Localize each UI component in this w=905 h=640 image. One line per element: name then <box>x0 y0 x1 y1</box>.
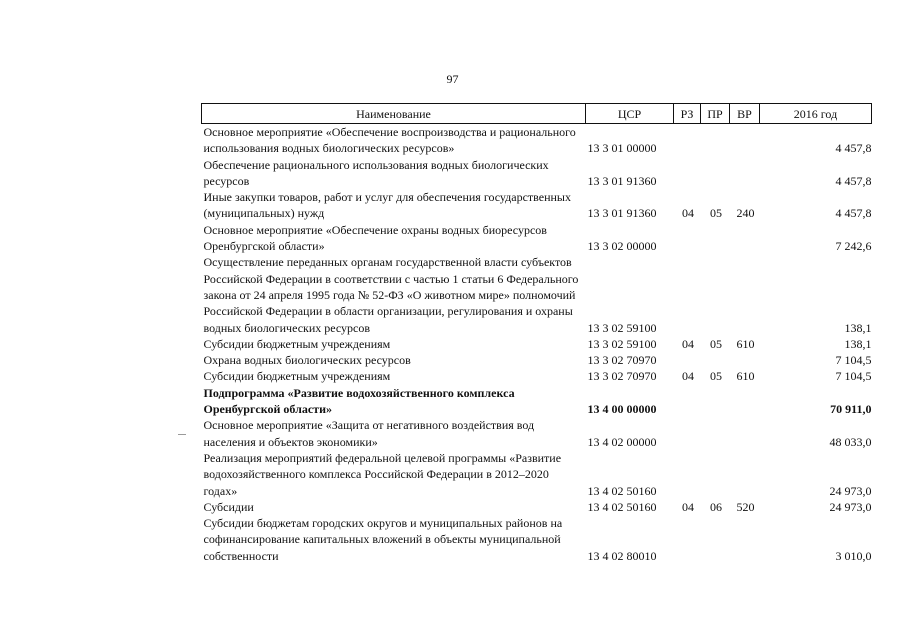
cell-pr <box>701 124 730 157</box>
cell-amount: 7 104,5 <box>835 353 872 368</box>
table-row <box>202 157 872 190</box>
cell-pr <box>701 157 730 190</box>
cell-csr: 13 3 01 91360 <box>587 206 657 221</box>
cell-rz: 04 <box>682 369 694 384</box>
cell-vr <box>730 222 760 255</box>
cell-name: Субсидии бюджетам городских округов и муниципальных районов на софинансирование капитальных вложений в объекты муниципальной собственности <box>203 516 563 563</box>
table-row <box>202 385 872 418</box>
table-row <box>202 368 872 384</box>
cell-name: Охрана водных биологических ресурсов <box>203 353 411 368</box>
header-rz: РЗ <box>674 104 701 124</box>
table-row <box>202 417 872 450</box>
budget-table <box>201 103 872 564</box>
table-row <box>202 222 872 255</box>
cell-csr: 13 4 02 80010 <box>587 548 657 563</box>
cell-csr: 13 3 02 70970 <box>587 353 657 368</box>
cell-rz <box>674 254 701 335</box>
cell-vr <box>730 254 760 335</box>
cell-rz: 04 <box>682 499 694 514</box>
cell-csr: 13 4 02 00000 <box>587 434 657 449</box>
cell-amount: 48 033,0 <box>829 434 872 449</box>
cell-vr <box>730 450 760 499</box>
cell-csr: 13 4 00 00000 <box>587 402 657 417</box>
cell-vr: 610 <box>736 369 755 384</box>
cell-vr <box>730 515 760 564</box>
table-row <box>202 124 872 157</box>
cell-vr: 240 <box>736 206 755 221</box>
cell-pr <box>701 352 730 368</box>
cell-name: Основное мероприятие «Защита от негативного воздействия вод населения и объектов экономики» <box>203 418 535 449</box>
cell-name: Основное мероприятие «Обеспечение охраны водных биоресурсов Оренбургской области» <box>203 222 547 254</box>
cell-name: Обеспечение рационального использования водных биологических ресурсов <box>203 157 549 188</box>
cell-pr: 05 <box>710 336 722 351</box>
page-number: 97 <box>446 72 459 86</box>
cell-rz <box>674 385 701 418</box>
cell-rz <box>674 450 701 499</box>
cell-rz <box>674 352 701 368</box>
table-row <box>202 254 872 335</box>
cell-csr: 13 3 02 59100 <box>587 336 657 351</box>
cell-pr <box>701 385 730 418</box>
cell-rz <box>674 157 701 190</box>
cell-pr <box>701 450 730 499</box>
table-row <box>202 450 872 499</box>
cell-pr <box>701 417 730 450</box>
table-row <box>202 499 872 515</box>
cell-rz: 04 <box>682 336 694 351</box>
cell-vr <box>730 352 760 368</box>
table-row <box>202 189 872 222</box>
cell-pr <box>701 222 730 255</box>
cell-amount: 4 457,8 <box>835 173 872 188</box>
cell-amount: 24 973,0 <box>829 483 872 498</box>
cell-rz <box>674 222 701 255</box>
table-row <box>202 352 872 368</box>
cell-vr <box>730 157 760 190</box>
cell-vr <box>730 417 760 450</box>
header-row <box>202 104 872 124</box>
table-row <box>202 336 872 352</box>
cell-rz <box>674 124 701 157</box>
cell-rz <box>674 417 701 450</box>
header-amount: 2016 год <box>760 104 872 124</box>
cell-pr <box>701 254 730 335</box>
cell-amount: 70 911,0 <box>830 402 872 417</box>
table-row <box>202 515 872 564</box>
header-name: Наименование <box>202 104 586 124</box>
cell-amount: 3 010,0 <box>835 548 872 563</box>
cell-name: Субсидии бюджетным учреждениям <box>203 369 391 384</box>
cell-name: Субсидии <box>203 499 254 514</box>
cell-vr: 610 <box>736 336 755 351</box>
cell-amount: 24 973,0 <box>829 499 872 514</box>
cell-name: Субсидии бюджетным учреждениям <box>203 336 391 351</box>
cell-pr: 05 <box>710 369 722 384</box>
header-pr: ПР <box>701 104 730 124</box>
cell-vr <box>730 385 760 418</box>
cell-pr: 05 <box>710 206 722 221</box>
cell-csr: 13 4 02 50160 <box>587 483 657 498</box>
cell-amount: 4 457,8 <box>835 141 872 156</box>
cell-vr: 520 <box>736 499 755 514</box>
cell-csr: 13 3 01 00000 <box>587 141 657 156</box>
cell-csr: 13 3 02 70970 <box>587 369 657 384</box>
cell-pr <box>701 515 730 564</box>
cell-vr <box>730 124 760 157</box>
cell-csr: 13 3 02 59100 <box>587 320 657 335</box>
cell-name: Реализация мероприятий федеральной целевой программы «Развитие водохозяйственного комплекса Российской Федерации в 2012–2020 годах» <box>203 450 562 498</box>
cell-amount: 7 104,5 <box>835 369 872 384</box>
header-vr: ВР <box>730 104 760 124</box>
cell-csr: 13 4 02 50160 <box>587 499 657 514</box>
header-csr: ЦСР <box>586 104 674 124</box>
cell-rz <box>674 515 701 564</box>
cell-amount: 4 457,8 <box>835 206 872 221</box>
cell-name: Подпрограмма «Развитие водохозяйственного комплекса Оренбургской области» <box>203 385 515 417</box>
cell-amount: 138,1 <box>844 320 872 335</box>
cell-csr: 13 3 02 00000 <box>587 239 657 254</box>
table-body <box>202 124 872 565</box>
cell-name: Иные закупки товаров, работ и услуг для обеспечения государственных (муниципальных) нужд <box>203 190 571 221</box>
cell-amount: 138,1 <box>844 336 872 351</box>
cell-pr: 06 <box>710 499 722 514</box>
cell-csr: 13 3 01 91360 <box>587 173 657 188</box>
cell-rz: 04 <box>682 206 694 221</box>
cell-name: Основное мероприятие «Обеспечение воспроизводства и рационального использования водных биологических ресурсов» <box>203 125 576 156</box>
cell-name: Осуществление переданных органам государственной власти субъектов Российской Федерации в соответствии с частью 1 статьи 6 Федерального закона от 24 апреля 1995 года № 52-ФЗ «О животном мире» полномочий Российской Федерации в области организации, регулирования и охраны водных биологических ресурсов <box>203 255 579 335</box>
stray-mark <box>178 434 186 435</box>
cell-amount: 7 242,6 <box>835 239 872 254</box>
